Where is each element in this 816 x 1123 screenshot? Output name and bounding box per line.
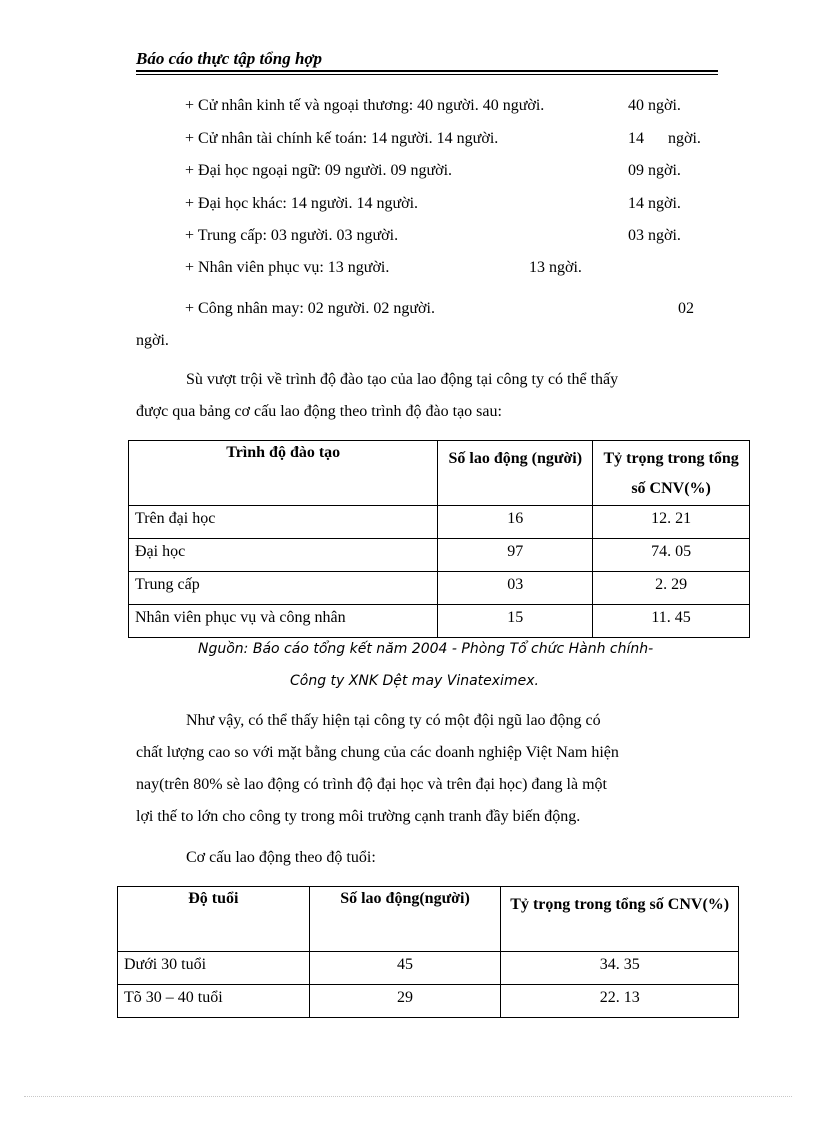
wrapped-word: ngời. [136, 332, 169, 349]
paragraph-line: Như vậy, có thể thấy hiện tại công ty có một đội ngũ lao động có [186, 712, 601, 729]
table-row [129, 539, 750, 572]
list-item-text: + Cử nhân tài chính kế toán: 14 người. 14 người. [185, 130, 499, 147]
cell-label: Tõ 30 – 40 tuổi [118, 985, 310, 1018]
cell-count: 29 [309, 985, 501, 1018]
list-item-extra: 13 ngời. [529, 259, 582, 276]
paragraph-line: lợi thế to lớn cho công ty trong môi trường cạnh tranh đầy biến động. [136, 808, 581, 825]
paragraph-line: Cơ cấu lao động theo độ tuổi: [186, 849, 376, 866]
list-item-extra: 09 ngời. [628, 162, 681, 179]
cell-percent: 11. 45 [593, 605, 750, 638]
age-table [117, 886, 739, 1018]
cell-count: 15 [438, 605, 593, 638]
header-rule-thin [136, 74, 718, 75]
list-item-text: + Đại học khác: 14 người. 14 người. [185, 195, 419, 212]
table-header-row [129, 441, 750, 506]
list-item-text: + Đại học ngoại ngữ: 09 người. 09 người. [185, 162, 453, 179]
paragraph-line: Sù vượt trội về trình độ đào tạo của lao động tại công ty có thể thấy [186, 371, 619, 388]
cell-label: Đại học [129, 539, 438, 572]
list-item-extra: 03 ngời. [628, 227, 681, 244]
list-item-text: + Công nhân may: 02 người. 02 người. [185, 300, 435, 317]
cell-label: Dưới 30 tuổi [118, 952, 310, 985]
table-row [118, 985, 739, 1018]
table-row [118, 952, 739, 985]
page-header-title: Báo cáo thực tập tổng hợp [136, 49, 323, 68]
header-rule-thick [136, 70, 718, 72]
cell-percent: 34. 35 [501, 952, 739, 985]
paragraph-line: nay(trên 80% sè lao động có trình độ đại học và trên đại học) đang là một [136, 776, 607, 793]
cell-count: 03 [438, 572, 593, 605]
education-table [128, 440, 750, 638]
list-item-text: + Trung cấp: 03 người. 03 người. [185, 227, 399, 244]
paragraph-line: được qua bảng cơ cấu lao động theo trình độ đào tạo sau: [136, 403, 502, 420]
list-item-text: + Cử nhân kinh tế và ngoại thương: 40 người. 40 người. [185, 97, 545, 114]
source-caption-line: Công ty XNK Dệt may Vinateximex. [290, 673, 539, 689]
cell-percent: 12. 21 [593, 506, 750, 539]
cell-count: 97 [438, 539, 593, 572]
cell-percent: 22. 13 [501, 985, 739, 1018]
header-worker-count: Số lao động(người) [309, 887, 501, 952]
list-item-extra: 40 ngời. [628, 97, 681, 114]
header-proportion: Tỷ trọng trong tổng số CNV(%) [501, 887, 739, 952]
cell-count: 45 [309, 952, 501, 985]
header-education-level: Trình độ đào tạo [129, 441, 438, 506]
cell-count: 16 [438, 506, 593, 539]
list-item-extra: 02 [678, 300, 694, 317]
list-item-extra: 14 ngời. [628, 195, 681, 212]
cell-label: Trên đại học [129, 506, 438, 539]
table-row [129, 506, 750, 539]
table-row [129, 572, 750, 605]
list-item-text: + Nhân viên phục vụ: 13 người. [185, 259, 390, 276]
header-age: Độ tuổi [118, 887, 310, 952]
cell-label: Nhân viên phục vụ và công nhân [129, 605, 438, 638]
page-bottom-border [24, 1096, 792, 1097]
list-item-extra: 14 ngời. [628, 130, 701, 147]
header-worker-count: Số lao động (người) [438, 441, 593, 506]
paragraph-line: chất lượng cao so với mặt bằng chung của các doanh nghiệp Việt Nam hiện [136, 744, 619, 761]
header-proportion: Tỷ trọng trong tổng số CNV(%) [593, 441, 750, 506]
table-row [129, 605, 750, 638]
cell-percent: 2. 29 [593, 572, 750, 605]
cell-percent: 74. 05 [593, 539, 750, 572]
table-header-row [118, 887, 739, 952]
source-caption-line: Nguồn: Báo cáo tổng kết năm 2004 - Phòng Tổ chức Hành chính- [198, 641, 654, 657]
cell-label: Trung cấp [129, 572, 438, 605]
